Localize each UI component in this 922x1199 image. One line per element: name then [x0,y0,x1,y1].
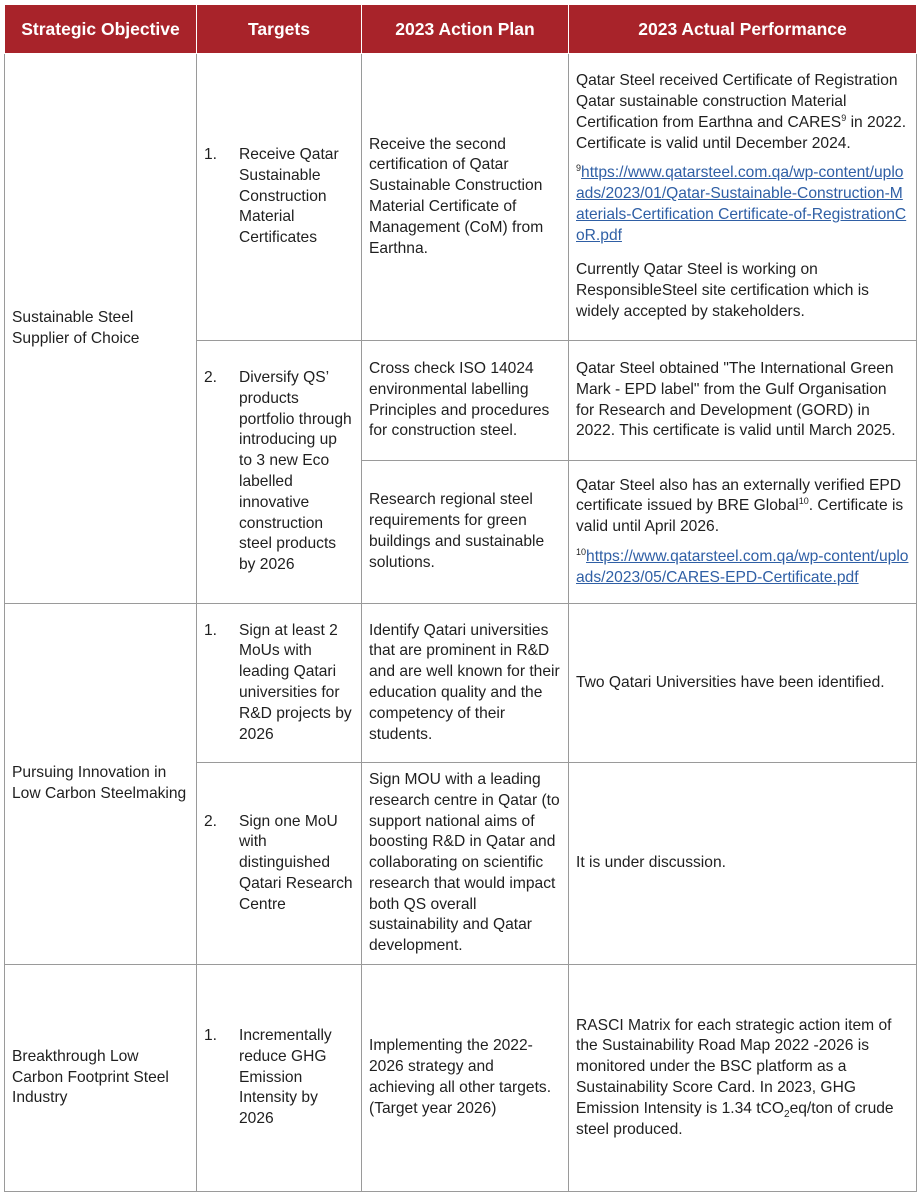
header-actual-performance: 2023 Actual Performance [569,5,917,54]
objective-cell: Sustainable Steel Supplier of Choice [5,54,197,604]
action-plan-cell: Identify Qatari universities that are prominent in R&D and are well known for their education quality and the competency of their students. [362,604,569,763]
footnote-number: 9 [576,163,582,174]
target-number: 2. [204,369,218,387]
performance-text: Qatar Steel also has an externally verified EPD certificate issued by BRE Global$^{10}$. Certificate is valid until April 2026. [576,476,904,536]
subscript: 2 [784,1108,790,1120]
table-row [5,965,917,1192]
target-cell [197,54,362,341]
action-plan-cell: Research regional steel requirements for green buildings and sustainable solutions. [362,461,569,604]
performance-cell: Two Qatari Universities have been identified. [569,604,917,763]
action-plan-cell: Implementing the 2022-2026 strategy and achieving all other targets. (Target year 2026) [362,965,569,1192]
target-text: Receive Qatar Sustainable Construction Material Certificates [239,146,339,247]
footnote [576,547,909,589]
target-number: 2. [204,812,218,830]
performance-cell: Qatar Steel obtained "The International Green Mark - EPD label" from the Gulf Organisation for Research and Development (GORD) in 2022. This certificate is valid until March 2025. [569,341,917,461]
performance-cell: It is under discussion. [569,763,917,965]
performance-text: Currently Qatar Steel is working on ResponsibleSteel site certification which is widely accepted by stakeholders. [576,261,869,321]
footnote [576,163,909,246]
objective-cell: Pursuing Innovation in Low Carbon Steelmaking [5,604,197,965]
objective-cell: Breakthrough Low Carbon Footprint Steel Industry [5,965,197,1192]
performance-cell [569,54,917,341]
target-cell [197,341,362,604]
action-plan-cell: Receive the second certification of Qatar Sustainable Construction Material Certificate of Management (CoM) from Earthna. [362,54,569,341]
header-row [5,5,917,54]
strategy-table [4,4,917,1192]
header-strategic-objective: Strategic Objective [5,5,197,54]
footnote-number: 10 [576,546,587,557]
target-text: Incrementally reduce GHG Emission Intensity by 2026 [239,1027,332,1128]
target-cell [197,965,362,1192]
target-cell [197,763,362,965]
target-number: 1. [204,1027,218,1044]
target-cell [197,604,362,763]
performance-cell: RASCI Matrix for each strategic action item of the Sustainability Road Map 2022 -2026 is monitored under the BSC platform as a Sustainability Score Card. In 2023, GHG Emission Intensity is 1.34 tCO$_2$eq/ton of crude steel produced. [569,965,917,1192]
footnote-link[interactable]: https://www.qatarsteel.com.qa/wp-content/uploads/2023/01/Qatar-Sustainable-Construction-Materials-Certification Certificate-of-RegistrationCoR.pdf [576,164,907,244]
footnote-ref: 10 [798,496,809,507]
performance-cell [569,461,917,604]
target-text: Diversify QS’ products portfolio through introducing up to 3 new Eco labelled innovative construction steel products by 2026 [239,369,352,574]
action-plan-cell: Cross check ISO 14024 environmental labelling Principles and procedures for construction steel. [362,341,569,461]
footnote-link[interactable]: https://www.qatarsteel.com.qa/wp-content/uploads/2023/05/CARES-EPD-Certificate.pdf [576,547,909,586]
table-row [5,604,917,763]
performance-text: Qatar Steel received Certificate of Registration Qatar sustainable construction Material Certification from Earthna and CARES$^9$ in 2022. Certificate is valid until December 2024. [576,72,907,152]
header-action-plan: 2023 Action Plan [362,5,569,54]
target-text: Sign at least 2 MoUs with leading Qatari universities for R&D projects by 2026 [239,621,352,743]
action-plan-cell: Sign MOU with a leading research centre in Qatar (to support national aims of boosting R&D in Qatar and collaborating on scientific research that would impact both QS overall sustainability and Qatar development. [362,763,569,965]
target-number: 1. [204,621,218,639]
table-row [5,54,917,341]
target-number: 1. [204,146,218,163]
footnote-ref: 9 [841,112,847,123]
target-text: Sign one MoU with distinguished Qatari Research Centre [239,812,353,913]
header-targets: Targets [197,5,362,54]
